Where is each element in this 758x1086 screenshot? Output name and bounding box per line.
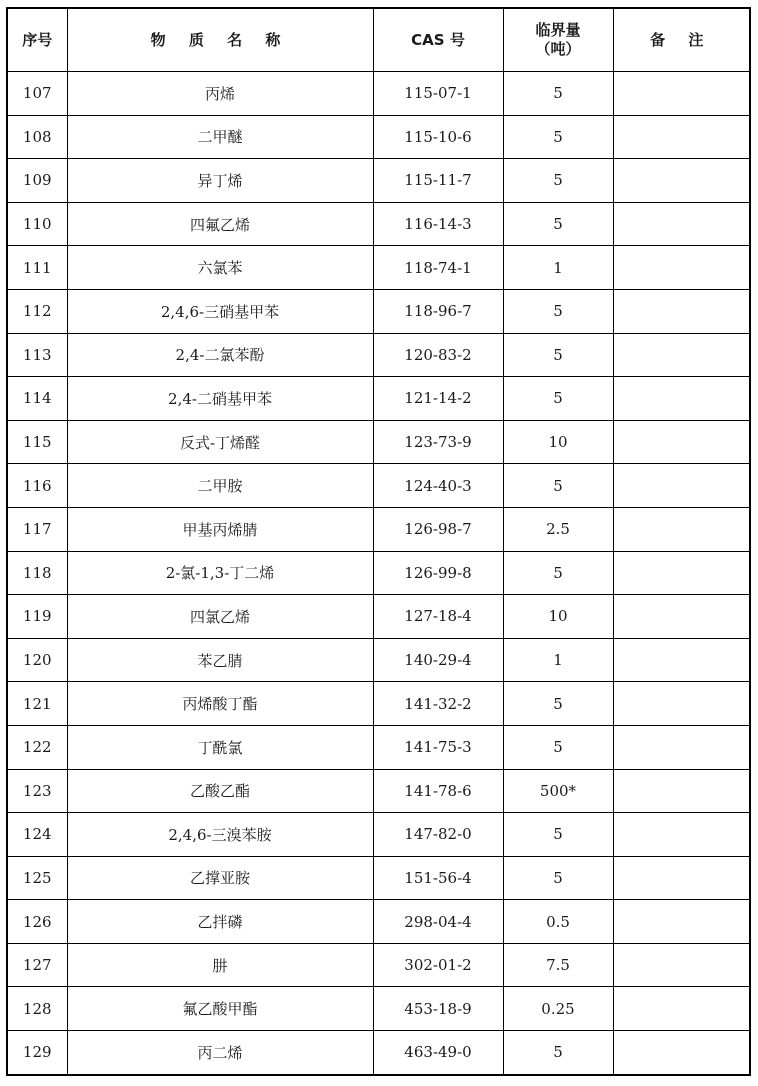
cell-cas-number: 463-49-0 [373, 1031, 503, 1075]
cell-remarks [613, 900, 750, 944]
cell-remarks [613, 289, 750, 333]
header-critical-quantity-unit: （吨） [535, 40, 581, 58]
cell-remarks [613, 115, 750, 159]
cell-critical-quantity: 5 [503, 377, 613, 421]
cell-critical-quantity: 5 [503, 159, 613, 203]
cell-no: 121 [7, 682, 67, 726]
cell-remarks [613, 464, 750, 508]
cell-cas-number: 140-29-4 [373, 638, 503, 682]
cell-no: 107 [7, 72, 67, 116]
cell-critical-quantity: 5 [503, 464, 613, 508]
cell-remarks [613, 377, 750, 421]
cell-critical-quantity: 5 [503, 289, 613, 333]
table-row [7, 595, 750, 639]
cell-remarks [613, 246, 750, 290]
cell-substance-name: 四氯乙烯 [67, 595, 373, 639]
cell-cas-number: 151-56-4 [373, 856, 503, 900]
cell-substance-name: 乙拌磷 [67, 900, 373, 944]
cell-remarks [613, 333, 750, 377]
cell-cas-number: 141-32-2 [373, 682, 503, 726]
cell-no: 114 [7, 377, 67, 421]
cell-no: 126 [7, 900, 67, 944]
cell-cas-number: 115-07-1 [373, 72, 503, 116]
cell-substance-name: 反式-丁烯醛 [67, 420, 373, 464]
header-row [7, 8, 750, 72]
cell-substance-name: 肼 [67, 943, 373, 987]
cell-cas-number: 120-83-2 [373, 333, 503, 377]
cell-cas-number: 124-40-3 [373, 464, 503, 508]
cell-substance-name: 2,4,6-三硝基甲苯 [67, 289, 373, 333]
cell-critical-quantity: 10 [503, 420, 613, 464]
cell-substance-name: 苯乙腈 [67, 638, 373, 682]
cell-critical-quantity: 5 [503, 682, 613, 726]
cell-no: 110 [7, 202, 67, 246]
cell-critical-quantity: 5 [503, 551, 613, 595]
cell-no: 111 [7, 246, 67, 290]
table-row [7, 72, 750, 116]
table-row [7, 987, 750, 1031]
table-row [7, 943, 750, 987]
header-substance-name: 物 质 名 称 [67, 8, 373, 72]
cell-critical-quantity: 5 [503, 72, 613, 116]
cell-cas-number: 116-14-3 [373, 202, 503, 246]
table-row [7, 333, 750, 377]
cell-no: 129 [7, 1031, 67, 1075]
cell-no: 117 [7, 507, 67, 551]
cell-critical-quantity: 5 [503, 856, 613, 900]
cell-remarks [613, 159, 750, 203]
table-body [7, 72, 750, 1075]
cell-critical-quantity: 10 [503, 595, 613, 639]
cell-remarks [613, 856, 750, 900]
cell-substance-name: 甲基丙烯腈 [67, 507, 373, 551]
cell-substance-name: 四氟乙烯 [67, 202, 373, 246]
substance-table [6, 7, 751, 1076]
cell-substance-name: 二甲胺 [67, 464, 373, 508]
table-row [7, 1031, 750, 1075]
cell-cas-number: 453-18-9 [373, 987, 503, 1031]
cell-no: 120 [7, 638, 67, 682]
cell-substance-name: 2,4-二氯苯酚 [67, 333, 373, 377]
cell-cas-number: 118-74-1 [373, 246, 503, 290]
header-critical-quantity [503, 8, 613, 72]
cell-cas-number: 123-73-9 [373, 420, 503, 464]
cell-no: 115 [7, 420, 67, 464]
table-row [7, 115, 750, 159]
cell-no: 122 [7, 725, 67, 769]
cell-cas-number: 298-04-4 [373, 900, 503, 944]
cell-cas-number: 126-99-8 [373, 551, 503, 595]
cell-substance-name: 丙烯 [67, 72, 373, 116]
cell-substance-name: 二甲醚 [67, 115, 373, 159]
cell-cas-number: 115-11-7 [373, 159, 503, 203]
cell-substance-name: 异丁烯 [67, 159, 373, 203]
table-header [7, 8, 750, 72]
cell-critical-quantity: 5 [503, 333, 613, 377]
cell-substance-name: 2,4,6-三溴苯胺 [67, 813, 373, 857]
table-row [7, 682, 750, 726]
cell-substance-name: 乙撑亚胺 [67, 856, 373, 900]
cell-no: 127 [7, 943, 67, 987]
cell-substance-name: 2,4-二硝基甲苯 [67, 377, 373, 421]
cell-remarks [613, 725, 750, 769]
table-row [7, 464, 750, 508]
header-critical-quantity-label: 临界量 [535, 21, 581, 39]
cell-substance-name: 氟乙酸甲酯 [67, 987, 373, 1031]
cell-cas-number: 127-18-4 [373, 595, 503, 639]
cell-remarks [613, 769, 750, 813]
cell-cas-number: 141-75-3 [373, 725, 503, 769]
cell-critical-quantity: 5 [503, 813, 613, 857]
table-row [7, 551, 750, 595]
cell-no: 119 [7, 595, 67, 639]
cell-no: 116 [7, 464, 67, 508]
table-row [7, 202, 750, 246]
cell-no: 124 [7, 813, 67, 857]
cell-substance-name: 丁酰氯 [67, 725, 373, 769]
cell-no: 128 [7, 987, 67, 1031]
cell-remarks [613, 420, 750, 464]
cell-critical-quantity: 1 [503, 638, 613, 682]
header-cas-number: CAS 号 [373, 8, 503, 72]
cell-remarks [613, 813, 750, 857]
cell-cas-number: 302-01-2 [373, 943, 503, 987]
cell-substance-name: 丙二烯 [67, 1031, 373, 1075]
cell-critical-quantity: 0.25 [503, 987, 613, 1031]
cell-no: 123 [7, 769, 67, 813]
table-row [7, 246, 750, 290]
cell-remarks [613, 943, 750, 987]
cell-no: 125 [7, 856, 67, 900]
cell-cas-number: 147-82-0 [373, 813, 503, 857]
cell-substance-name: 六氯苯 [67, 246, 373, 290]
cell-substance-name: 乙酸乙酯 [67, 769, 373, 813]
cell-cas-number: 115-10-6 [373, 115, 503, 159]
cell-cas-number: 126-98-7 [373, 507, 503, 551]
cell-critical-quantity: 2.5 [503, 507, 613, 551]
cell-cas-number: 118-96-7 [373, 289, 503, 333]
cell-no: 118 [7, 551, 67, 595]
cell-critical-quantity: 500* [503, 769, 613, 813]
cell-critical-quantity: 5 [503, 725, 613, 769]
header-remarks: 备 注 [613, 8, 750, 72]
cell-no: 108 [7, 115, 67, 159]
table-row [7, 638, 750, 682]
cell-critical-quantity: 0.5 [503, 900, 613, 944]
cell-remarks [613, 551, 750, 595]
header-no: 序号 [7, 8, 67, 72]
cell-critical-quantity: 5 [503, 115, 613, 159]
table-row [7, 725, 750, 769]
table-row [7, 159, 750, 203]
cell-remarks [613, 202, 750, 246]
cell-substance-name: 2-氯-1,3-丁二烯 [67, 551, 373, 595]
cell-remarks [613, 638, 750, 682]
table-row [7, 507, 750, 551]
cell-no: 109 [7, 159, 67, 203]
cell-remarks [613, 595, 750, 639]
cell-no: 112 [7, 289, 67, 333]
cell-critical-quantity: 5 [503, 1031, 613, 1075]
table-row [7, 813, 750, 857]
cell-remarks [613, 1031, 750, 1075]
cell-remarks [613, 72, 750, 116]
cell-cas-number: 141-78-6 [373, 769, 503, 813]
table-row [7, 769, 750, 813]
table-row [7, 856, 750, 900]
cell-critical-quantity: 7.5 [503, 943, 613, 987]
cell-critical-quantity: 5 [503, 202, 613, 246]
cell-critical-quantity: 1 [503, 246, 613, 290]
cell-remarks [613, 682, 750, 726]
cell-cas-number: 121-14-2 [373, 377, 503, 421]
cell-remarks [613, 507, 750, 551]
table-row [7, 289, 750, 333]
cell-remarks [613, 987, 750, 1031]
cell-substance-name: 丙烯酸丁酯 [67, 682, 373, 726]
table-row [7, 420, 750, 464]
table-row [7, 900, 750, 944]
cell-no: 113 [7, 333, 67, 377]
table-row [7, 377, 750, 421]
